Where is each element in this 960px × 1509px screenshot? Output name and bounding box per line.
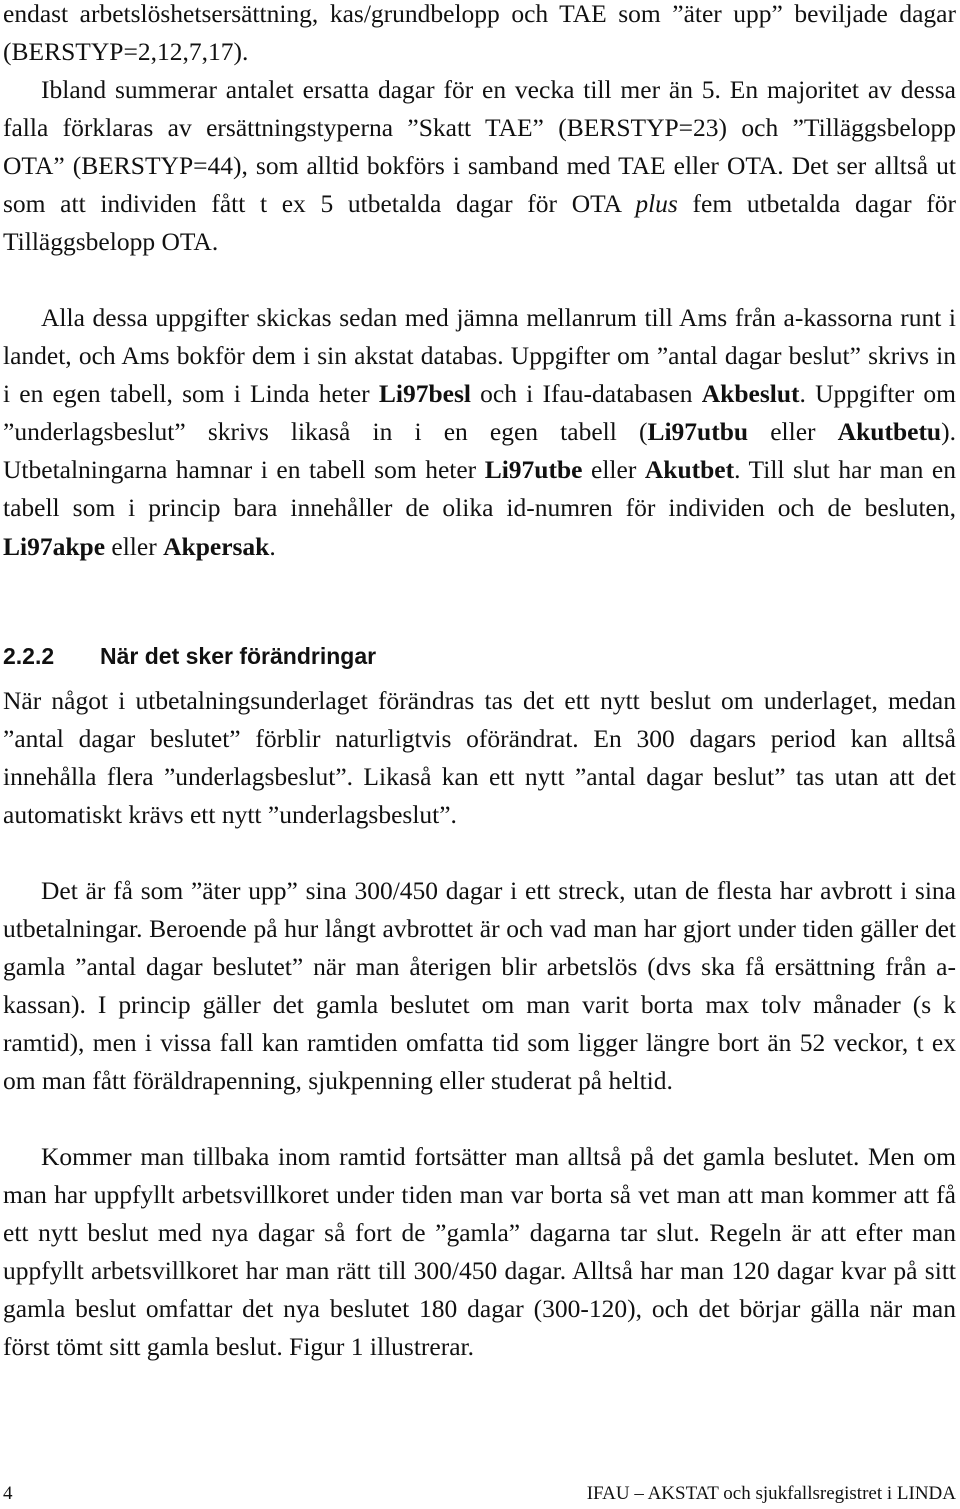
paragraph-6 xyxy=(3,1138,956,1367)
text-run: . Till slut har man en tabell som i princip bara innehåller de olika id-numren för individen och de besluten, xyxy=(3,455,956,523)
text-run: Kommer man tillbaka inom ramtid fortsätter man alltså på det gamla beslutet. Men om man har uppfyllt arbetsvillkoret under tiden man var borta så vet man att man kommer att få ett nytt beslut med nya dagar så fort de ”gamla” dagarna tar slut. Regeln är att efter man uppfyllt arbetsvillkoret har man rätt till 300/450 dagar. Alltså har man 120 dagar kvar på sitt gamla beslut omfattar det nya beslutet 180 dagar (300-120), och det börjar gälla när man först tömt sitt gamla beslut. Figur 1 illustrerar. xyxy=(3,1142,956,1362)
table-name: Akutbetu xyxy=(837,417,942,447)
paragraph-5 xyxy=(3,872,956,1101)
table-name: Akutbet xyxy=(644,455,735,485)
table-name: Li97utbe xyxy=(484,455,583,485)
text-run: endast arbetslöshetsersättning, kas/grundbelopp och TAE som ”äter upp” beviljade dagar (BERSTYP=2,12,7,17). xyxy=(3,0,956,67)
section-number: 2.2.2 xyxy=(3,643,55,669)
text-run: När något i utbetalningsunderlaget förändras tas det ett nytt beslut om underlaget, medan ”antal dagar beslutet” förblir naturligtvis oförändrat. En 300 dagars period kan alltså innehålla flera ”underlagsbeslut”. Likaså kan ett nytt ”antal dagar beslut” tas utan att det automatiskt krävs ett nytt ”underlagsbeslut”. xyxy=(3,686,956,830)
text-run: Ibland summerar antalet ersatta dagar för en vecka till mer än 5. En majoritet av dessa falla förklaras av ersättningstyperna ”Skatt TAE” (BERSTYP=23) och ”Tilläggsbelopp OTA” (BERSTYP=44), som alltid bokförs i samband med TAE eller OTA. Det ser alltså ut som att individen fått t ex 5 utbetalda dagar för OTA xyxy=(3,75,956,219)
paragraph-3 xyxy=(3,299,956,566)
page-number: 4 xyxy=(3,1483,13,1504)
text-run: fem utbetalda dagar för Tilläggsbelopp OTA. xyxy=(3,189,956,257)
paragraph-2 xyxy=(3,71,956,261)
table-name: Li97utbu xyxy=(647,417,749,447)
text-run: . Uppgifter om ”underlagsbeslut” skrivs likaså in i en egen tabell ( xyxy=(3,379,956,447)
text-run: eller xyxy=(748,417,838,447)
paragraph-1 xyxy=(3,0,956,71)
table-name: Li97akpe xyxy=(3,531,106,561)
table-name: Akbeslut xyxy=(701,379,800,409)
text-run: ). Utbetalningarna hamnar i en tabell som heter xyxy=(3,417,956,485)
text-run: eller xyxy=(582,455,645,485)
section-heading xyxy=(3,637,376,675)
text-run: . xyxy=(269,531,276,561)
text-run: eller xyxy=(105,531,164,561)
text-run: Alla dessa uppgifter skickas sedan med jämna mellanrum till Ams från a-kassorna runt i landet, och Ams bokför dem i sin akstat databas. Uppgifter om ”antal dagar beslut” skrivs in i en egen tabell, som i Linda heter xyxy=(3,303,956,409)
table-name: Akpersak xyxy=(163,531,270,561)
section-title: När det sker förändringar xyxy=(100,643,377,669)
table-name: Li97besl xyxy=(378,379,471,409)
emphasis-text: plus xyxy=(635,189,678,219)
text-run: och i Ifau-databasen xyxy=(470,379,702,409)
paragraph-4 xyxy=(3,682,956,834)
text-run: Det är få som ”äter upp” sina 300/450 dagar i ett streck, utan de flesta har avbrott i sina utbetalningar. Beroende på hur långt avbrottet är och vad man har gjort under tiden gäller det gamla ”antal dagar beslutet” när man återigen blir arbetslös (dvs ska få ersättning från a-kassan). I princip gäller det gamla beslutet om man varit borta max tolv månader (s k ramtid), men i vissa fall kan ramtiden omfatta tid som ligger längre bort än 52 veckor, t ex om man fått föräldrapenning, sjukpenning eller studerat på heltid. xyxy=(3,876,956,1096)
running-title: IFAU – AKSTAT och sjukfallsregistret i LINDA xyxy=(586,1483,956,1504)
